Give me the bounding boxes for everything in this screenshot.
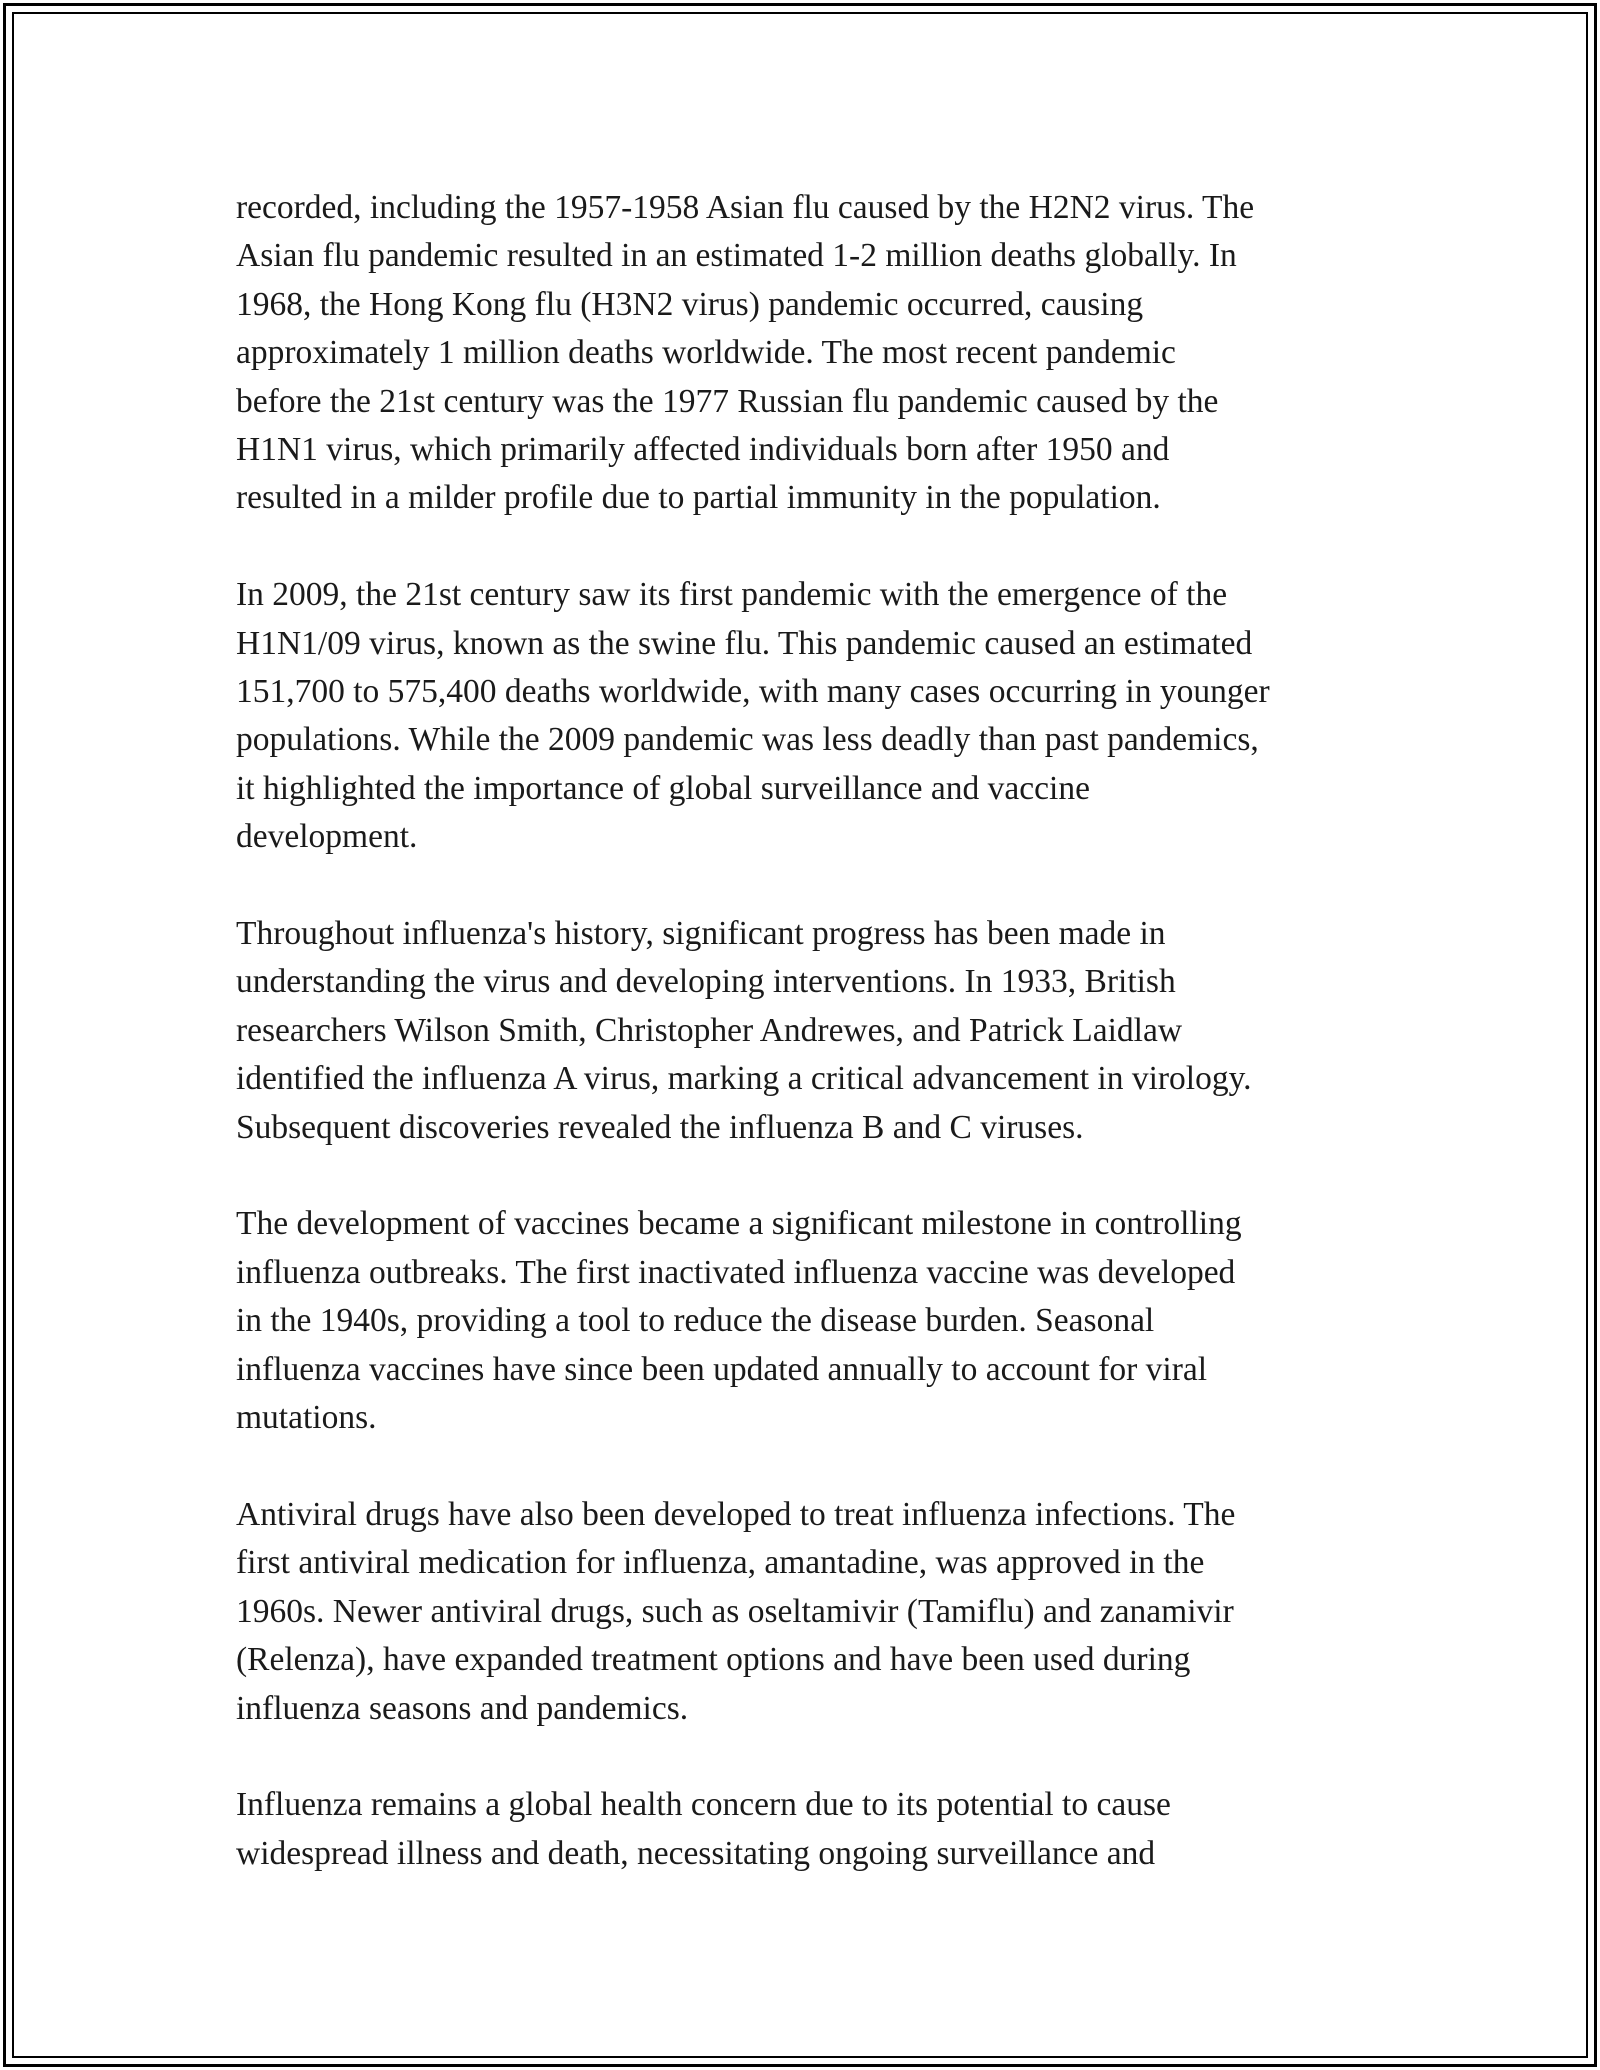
- paragraph-4: The development of vaccines became a significant milestone in controlling influenza outbreaks. The first inactivated influenza vaccine was developed in the 1940s, providing a tool to reduce the disease burden. Seasonal influenza vaccines have since been updated annually to account for viral mutations.: [236, 1205, 1242, 1437]
- paragraph-3: Throughout influenza's history, significant progress has been made in understanding the virus and developing interventions. In 1933, British researchers Wilson Smith, Christopher Andrewes, and Patrick Laidlaw identified the influenza A virus, marking a critical advancement in virology. Subsequent discoveries revealed the influenza B and C viruses.: [236, 915, 1252, 1146]
- document-body: [236, 184, 1386, 1878]
- paragraph-1: recorded, including the 1957-1958 Asian flu caused by the H2N2 virus. The Asian flu pandemic resulted in an estimated 1-2 million deaths globally. In 1968, the Hong Kong flu (H3N2 virus) pandemic occurred, causing approximately 1 million deaths worldwide. The most recent pandemic before the 21st century was the 1977 Russian flu pandemic caused by the H1N1 virus, which primarily affected individuals born after 1950 and resulted in a milder profile due to partial immunity in the population.: [236, 189, 1255, 517]
- paragraph-2: In 2009, the 21st century saw its first pandemic with the emergence of the H1N1/09 virus, known as the swine flu. This pandemic caused an estimated 151,700 to 575,400 deaths worldwide, with many cases occurring in younger populations. While the 2009 pandemic was less deadly than past pandemics, it highlighted the importance of global surveillance and vaccine development.: [236, 576, 1270, 856]
- paragraph-6: Influenza remains a global health concern due to its potential to cause widespread illness and death, necessitating ongoing surveillance and: [236, 1786, 1171, 1872]
- paragraph-5: Antiviral drugs have also been developed to treat influenza infections. The first antiviral medication for influenza, amantadine, was approved in the 1960s. Newer antiviral drugs, such as oseltamivir (Tamiflu) and zanamivir (Relenza), have expanded treatment options and have been used during influenza seasons and pandemics.: [236, 1495, 1236, 1727]
